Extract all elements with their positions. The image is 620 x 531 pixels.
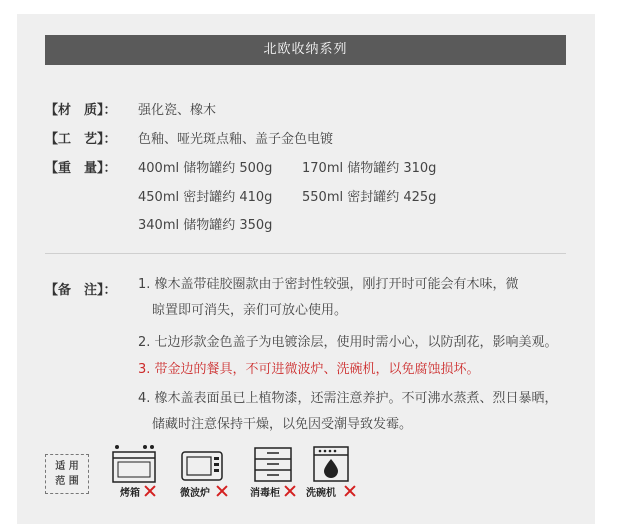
suitability-label (45, 454, 89, 494)
material-label: 【材 质】： (45, 103, 117, 118)
weight-item: 170ml 储物罐约 310g (302, 161, 437, 176)
note-line: 2. 七边形款金色盖子为电镀涂层，使用时需小心，以防刮花，影响美观。 (138, 335, 558, 350)
weight-item: 400ml 储物罐约 500g (138, 161, 273, 176)
cross-icon (216, 485, 228, 497)
cross-icon (144, 485, 156, 497)
note-line: 1. 橡木盖带硅胶圈款由于密封性较强，刚打开时可能会有木味，微 (138, 277, 519, 292)
note-line: 3. 带金边的餐具，不可进微波炉、洗碗机，以免腐蚀损坏。 (138, 362, 480, 377)
oven-label: 烤箱 (120, 488, 140, 499)
weight-item: 550ml 密封罐约 425g (302, 190, 437, 205)
weight-item: 450ml 密封罐约 410g (138, 190, 273, 205)
craft-row (45, 128, 333, 147)
craft-value: 色釉、哑光斑点釉、盖子金色电镀 (138, 132, 334, 147)
warning-note (138, 357, 578, 383)
series-title: 北欧收纳系列 (263, 42, 348, 57)
cross-icon (344, 485, 356, 497)
dishwasher-label: 洗碗机 (306, 488, 336, 499)
note-item (138, 272, 578, 324)
weight-row (45, 157, 138, 176)
suitability-label-line: 范 围 (55, 476, 79, 487)
section-divider (45, 253, 566, 254)
suitability-label-line: 适 用 (55, 461, 79, 472)
note-line: 储藏时注意保持干燥，以免因受潮导致发霉。 (152, 417, 413, 432)
content-card (17, 14, 595, 524)
note-item (138, 386, 578, 438)
oven-icon (110, 444, 156, 484)
series-title-banner (45, 35, 566, 65)
sterilizer-label: 消毒柜 (250, 488, 280, 499)
sterilizer-icon (252, 444, 298, 484)
craft-label: 【工 艺】： (45, 132, 117, 147)
weight-item: 340ml 储物罐约 350g (138, 218, 273, 233)
cross-icon (284, 485, 296, 497)
dishwasher-icon (310, 444, 356, 484)
material-value: 强化瓷、橡木 (138, 103, 217, 118)
material-row (45, 99, 216, 118)
note-line: 4. 橡木盖表面虽已上植物漆，还需注意养护。不可沸水蒸煮、烈日暴晒， (138, 391, 558, 406)
note-item (138, 330, 578, 356)
notes-label: 【备 注】： (45, 283, 117, 298)
microwave-icon (180, 444, 226, 484)
weight-label: 【重 量】： (45, 161, 117, 176)
note-line: 晾置即可消失，亲们可放心使用。 (152, 303, 348, 318)
microwave-label: 微波炉 (180, 488, 210, 499)
